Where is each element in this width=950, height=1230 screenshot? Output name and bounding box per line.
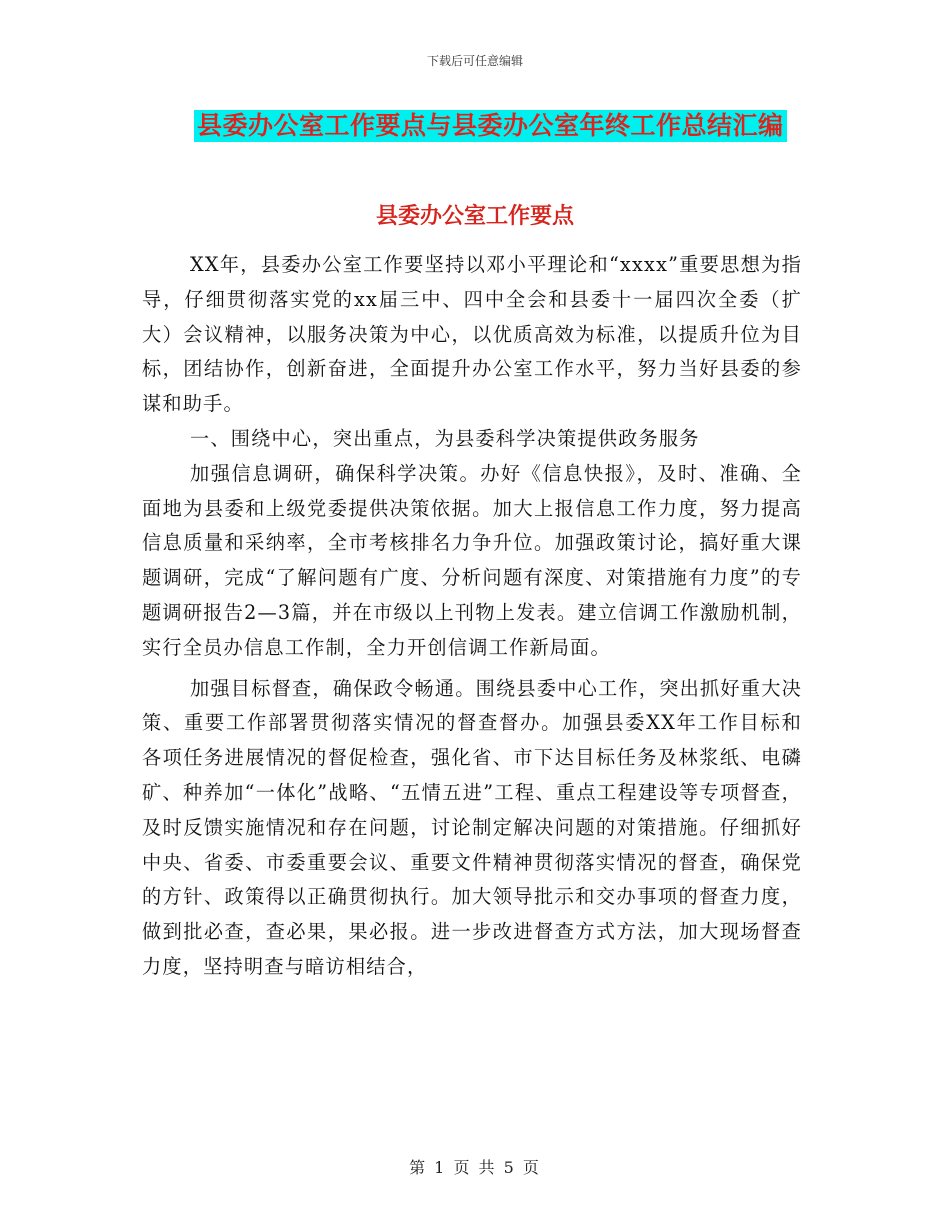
document-title-container xyxy=(194,110,787,142)
paragraph-heading-1: 一、围绕中心，突出重点，为县委科学决策提供政务服务 xyxy=(190,426,700,450)
section-title: 县委办公室工作要点 xyxy=(375,203,574,229)
page-number-footer: 第 1 页 共 5 页 xyxy=(409,1158,541,1177)
paragraph-intro: XX年，县委办公室工作要坚持以邓小平理论和“xxxx”重要思想为指导，仔细贯彻落实党的xx届三中、四中全会和县委十一届四次全委（扩大）会议精神，以服务决策为中心，以优质高效为标准，以提质升位为目标，团结协作，创新奋进，全面提升办公室工作水平，努力当好县委的参谋和助手。 xyxy=(142,253,802,416)
paragraph-target-supervision: 加强目标督查，确保政令畅通。围绕县委中心工作，突出抓好重大决策、重要工作部署贯彻落实情况的督查督办。加强县委XX年工作目标和各项任务进展情况的督促检查，强化省、市下达目标任务及林浆纸、电磷矿、种养加“一体化”战略、“五情五进”工程、重点工程建设等专项督查，及时反馈实施情况和存在问题，讨论制定解决问题的对策措施。仔细抓好中央、省委、市委重要会议、重要文件精神贯彻落实情况的督查，确保党的方针、政策得以正确贯彻执行。加大领导批示和交办事项的督查力度，做到批必查，查必果，果必报。进一步改进督查方式方法，加大现场督查力度，坚持明查与暗访相结合， xyxy=(142,676,802,978)
paragraph-info-research: 加强信息调研，确保科学决策。办好《信息快报》，及时、准确、全面地为县委和上级党委提供决策依据。加大上报信息工作力度，努力提高信息质量和采纳率，全市考核排名力争升位。加强政策讨论，搞好重大课题调研，完成“了解问题有广度、分析问题有深度、对策措施有力度”的专题调研报告2—3篇，并在市级以上刊物上发表。建立信调工作激励机制，实行全员办信息工作制，全力开创信调工作新局面。 xyxy=(142,461,802,659)
header-note: 下载后可任意编辑 xyxy=(426,54,523,68)
document-title: 县委办公室工作要点与县委办公室年终工作总结汇编 xyxy=(194,110,787,142)
document-body xyxy=(142,248,802,985)
